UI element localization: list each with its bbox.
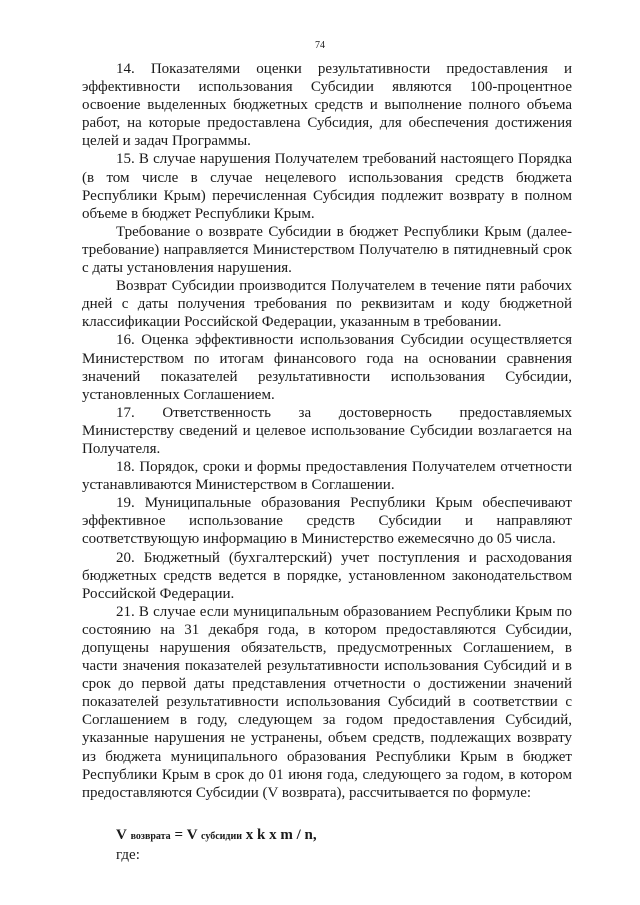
paragraph-return-subsidy: Возврат Субсидии производится Получателем в течение пяти рабочих дней с даты получения требования по реквизитам и коду бюджетной классификации Российской Федерации, указанным в требовании. — [82, 278, 572, 331]
formula-where: где: — [116, 846, 140, 863]
paragraph-19: 19. Муниципальные образования Республики Крым обеспечивают эффективное использование средств Субсидии и направляют соответствующую информацию в Министерство ежемесячно до 05 числа. — [82, 495, 572, 548]
formula-sub-return: возврата — [130, 830, 171, 842]
paragraph-21: 21. В случае если муниципальным образованием Республики Крым по состоянию на 31 декабря года, в котором предоставляются Субсидии, допущены нарушения обязательств, предусмотренных Соглашением, в части значения показателей результативности использования Субсидий и в срок до первой даты представления отчетности о достижении значений показателей результативности использования Субсидий в соответствии с Соглашением в году, следующем за годом предоставления Субсидий, указанные нарушения не устранены, объем средств, подлежащих возврату из бюджета муниципального образования Республики Крым в бюджет Республики Крым в срок до 01 июня года, следующего за годом, в котором предоставляются Субсидии (V возврата), рассчитывается по формуле: — [82, 603, 572, 801]
paragraph-16: 16. Оценка эффективности использования Субсидии осуществляется Министерством по итогам финансового года на основании сравнения значений показателей результативности использования Субсидии, установленных Соглашением. — [82, 332, 572, 403]
paragraph-14: 14. Показателями оценки результативности предоставления и эффективности использования Субсидии являются 100-процентное освоение выделенных бюджетных средств и выполнение полного объема работ, на которые предоставлена Субсидия, для обеспечения достижения целей и задач Программы. — [82, 61, 572, 150]
paragraph-return-demand: Требование о возврате Субсидии в бюджет Республики Крым (далее-требование) направляется Министерством Получателю в пятидневный срок с даты установления нарушения. — [82, 223, 572, 277]
paragraph-15: 15. В случае нарушения Получателем требований настоящего Порядка (в том числе в случае нецелевого использования средств бюджета Республики Крым) перечисленная Субсидия подлежит возврату в полном объеме в бюджет Республики Крым. — [82, 151, 572, 222]
document-body — [82, 60, 572, 864]
paragraph-18: 18. Порядок, сроки и формы предоставления Получателем отчетности устанавливаются Министерством в Соглашении. — [82, 459, 572, 494]
paragraph-17: 17. Ответственность за достоверность предоставляемых Министерству сведений и целевое использование Субсидии возлагается на Получателя. — [82, 404, 572, 457]
page-number: 74 — [315, 40, 325, 51]
formula-rest: x k x m / n, — [242, 826, 317, 843]
formula-eq: = V — [170, 826, 202, 843]
formula-v-return: V — [116, 826, 127, 843]
formula-sub-subsidy: субсидии — [201, 830, 243, 842]
formula — [82, 826, 572, 846]
paragraph-20: 20. Бюджетный (бухгалтерский) учет поступления и расходования бюджетных средств ведется в порядке, установленном законодательством Российской Федерации. — [82, 549, 572, 602]
